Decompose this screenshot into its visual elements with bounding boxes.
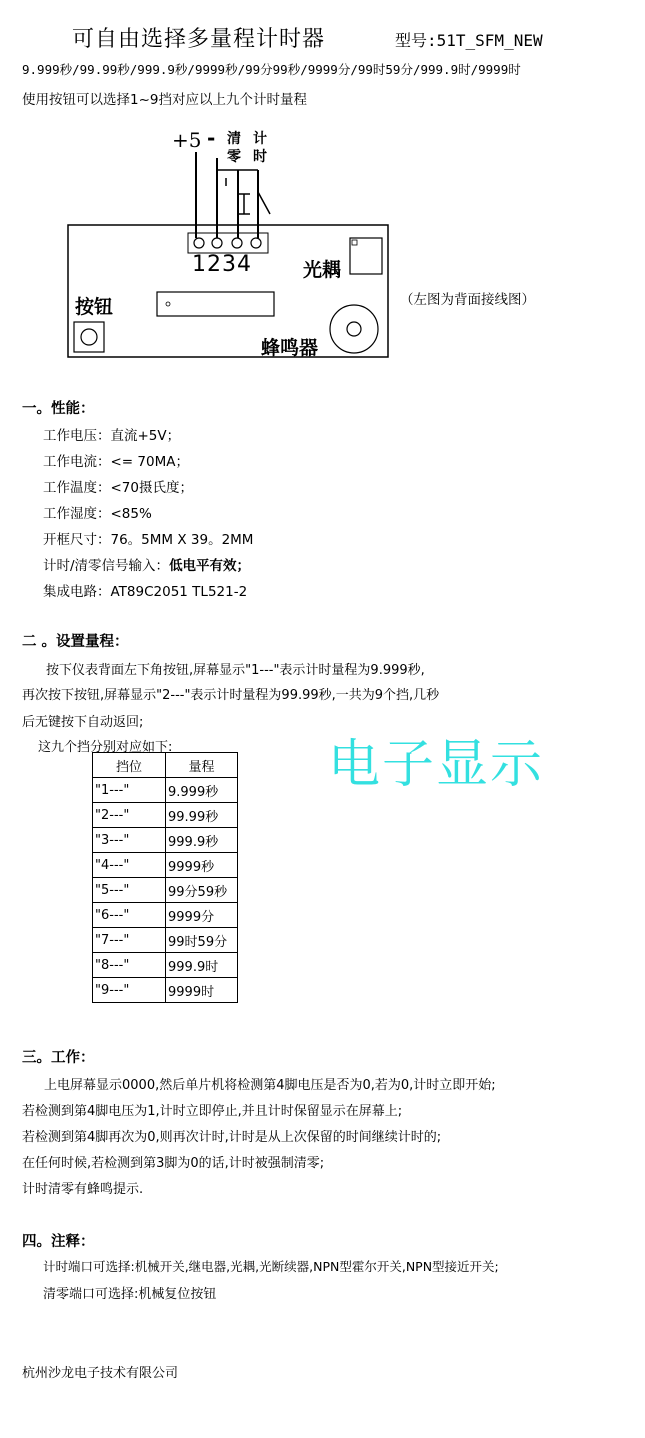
section1-heading: 一。性能：: [22, 401, 95, 417]
table-row: [93, 978, 238, 1003]
range-cell: 9999时: [166, 978, 238, 1003]
spec-signal: [43, 554, 250, 574]
electronic-display-watermark: 电子显示: [328, 735, 545, 795]
table-row: [93, 778, 238, 803]
range-cell: 9999秒: [166, 853, 238, 878]
work-line-1: 上电屏幕显示0000,然后单片机将检测第4脚电压是否为0,若为0,计时立即开始;: [44, 1078, 496, 1093]
range-para-2: 再次按下按钮,屏幕显示"2---"表示计时量程为99.99秒,一共为9个挡,几秒: [22, 688, 440, 703]
work-line-3: 若检测到第4脚再次为0,则再次计时,计时是从上次保留的时间继续计时的;: [22, 1130, 442, 1145]
spec-signal-value: 低电平有效；: [169, 558, 251, 574]
range-cell: 9.999秒: [166, 778, 238, 803]
gear-cell: "1---": [93, 778, 166, 803]
spec-voltage: 工作电压：直流+5V；: [43, 428, 181, 444]
section2-heading: 二 。设置量程：: [22, 634, 129, 650]
label-count-top: 计: [253, 131, 267, 147]
table-row: [93, 953, 238, 978]
gear-cell: "9---": [93, 978, 166, 1003]
push-button-component: [74, 322, 104, 352]
table-row: [93, 828, 238, 853]
gear-cell: "5---": [93, 878, 166, 903]
range-cell: 999.9时: [166, 953, 238, 978]
gear-cell: "3---": [93, 828, 166, 853]
column-header-gear: 挡位: [93, 753, 166, 778]
pin-4: [251, 238, 261, 248]
buzzer-component: [330, 305, 378, 353]
range-para-3: 后无键按下自动返回;: [22, 715, 144, 730]
spec-cutout-size: 开框尺寸：76。5MM X 39。2MM: [43, 532, 254, 548]
spec-current: 工作电流：<= 70MA；: [43, 454, 189, 470]
range-para-1: 按下仪表背面左下角按钮,屏幕显示"1---"表示计时量程为9.999秒,: [46, 663, 425, 678]
gear-cell: "6---": [93, 903, 166, 928]
label-count-bottom: 时: [253, 149, 267, 165]
section3-heading: 三。工作：: [22, 1050, 95, 1066]
display-slot: [157, 292, 274, 316]
diagram-caption: （左图为背面接线图）: [400, 292, 535, 308]
page-title: 可自由选择多量程计时器: [72, 27, 326, 52]
range-cell: 9999分: [166, 903, 238, 928]
label-clear-top: 清: [227, 131, 241, 147]
company-name: 杭州沙龙电子技术有限公司: [22, 1366, 179, 1381]
label-minus: -: [207, 126, 216, 150]
range-cell: 999.9秒: [166, 828, 238, 853]
range-cell: 99.99秒: [166, 803, 238, 828]
label-buzzer: 蜂鸣器: [261, 337, 319, 359]
note-line-2: 清零端口可选择:机械复位按钮: [43, 1287, 217, 1302]
range-cell: 99分59秒: [166, 878, 238, 903]
optocoupler-component: [350, 238, 382, 274]
spec-humidity: 工作湿度：<85%: [43, 506, 152, 522]
label-button: 按钮: [75, 296, 114, 318]
table-row: [93, 903, 238, 928]
range-cell: 99时59分: [166, 928, 238, 953]
gear-cell: "4---": [93, 853, 166, 878]
wiring-diagram: [0, 0, 645, 380]
ranges-line: 9.999秒/99.99秒/999.9秒/9999秒/99分99秒/9999分/99时59分/999.9时/9999时: [22, 62, 521, 77]
range-table: [92, 752, 238, 1003]
note-line-1: 计时端口可选择:机械开关,继电器,光耦,光断续器,NPN型霍尔开关,NPN型接近开关;: [43, 1259, 499, 1274]
table-row: [93, 928, 238, 953]
table-row: [93, 853, 238, 878]
pin-numbers: 1234: [192, 252, 252, 277]
spec-ic: 集成电路：AT89C2051 TL521-2: [43, 584, 248, 600]
label-plus5: +5: [172, 128, 202, 152]
model-number: 型号:51T_SFM_NEW: [395, 31, 543, 50]
work-line-5: 计时清零有蜂鸣提示.: [22, 1182, 144, 1197]
switch-lever: [258, 192, 270, 214]
work-line-2: 若检测到第4脚电压为1,计时立即停止,并且计时保留显示在屏幕上;: [22, 1104, 403, 1119]
gear-cell: "7---": [93, 928, 166, 953]
table-row: [93, 878, 238, 903]
label-clear-bottom: 零: [227, 149, 241, 165]
pin-2: [212, 238, 222, 248]
pin-1: [194, 238, 204, 248]
spec-signal-label: 计时/清零信号输入：: [43, 558, 170, 574]
spec-temperature: 工作温度：<70摄氏度；: [43, 480, 193, 496]
work-line-4: 在任何时候,若检测到第3脚为0的话,计时被强制清零;: [22, 1156, 325, 1171]
intro-text: 使用按钮可以选择1~9挡对应以上九个计时量程: [22, 92, 307, 108]
section4-heading: 四。注释：: [22, 1234, 95, 1250]
range-para-4: 这九个挡分别对应如下:: [38, 740, 173, 755]
gear-cell: "8---": [93, 953, 166, 978]
circuit-board: [68, 225, 388, 357]
table-row: [93, 803, 238, 828]
column-header-range: 量程: [166, 753, 238, 778]
gear-cell: "2---": [93, 803, 166, 828]
table-header-row: [93, 753, 238, 778]
label-optocoupler: 光耦: [303, 259, 342, 281]
pin-3: [232, 238, 242, 248]
